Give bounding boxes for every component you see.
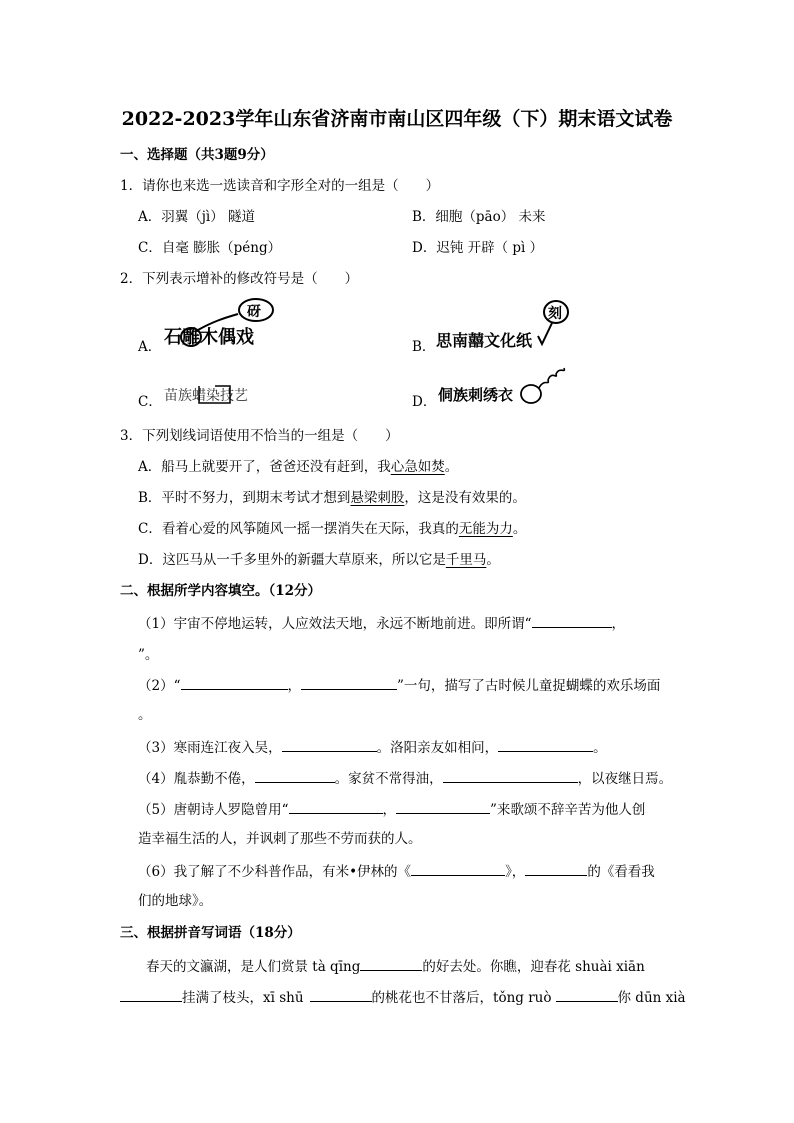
fill-1-end: ”。 (138, 647, 159, 663)
fill-2-blank-b[interactable] (301, 675, 397, 690)
q3-option-c (138, 520, 526, 538)
fill-6-text-c: 的《看看我 (587, 864, 655, 880)
fill-item-6-cont: 们的地球》。 (138, 893, 213, 909)
q2-option-c-image (162, 378, 282, 408)
fill-item-3 (138, 737, 607, 757)
q1-option-c: C．自毫 膨胀（péng） (138, 240, 282, 256)
fill-5-blank-a[interactable] (289, 799, 383, 814)
fill-4-blank-b[interactable] (443, 768, 578, 783)
fill-2-open: （2）“ (138, 678, 181, 694)
q3-option-a (138, 458, 458, 476)
fill-1-text: （1）宇宙不停地运转，人应效法天地，永远不断地前进。即所谓“ (138, 616, 532, 632)
q3-option-d (138, 551, 500, 569)
pinyin-blank-tongruo[interactable] (556, 987, 618, 1002)
q2-option-a-label: A． (138, 339, 162, 355)
q2-option-d-label: D． (412, 394, 437, 410)
fill-6-blank-b[interactable] (525, 861, 587, 876)
fill-6-text-b: 》， (505, 864, 526, 880)
q3-c-end: 。 (512, 521, 527, 537)
fill-5-open: （5）唐朝诗人罗隐曾用“ (138, 802, 289, 818)
fill-item-5-cont: 造幸福生活的人，并讽刺了那些不劳而获的人。 (138, 831, 422, 847)
pinyin-blank-shuaixian[interactable] (120, 987, 182, 1002)
q3-d-underlined: 千里马 (445, 552, 487, 568)
q2-c-text: 苗族蜡染技艺 (164, 388, 248, 404)
fill-3-blank-b[interactable] (498, 737, 593, 752)
fill-item-1 (138, 613, 625, 633)
pinyin-2-text-a: 挂满了枝头，xī shū (182, 990, 304, 1006)
q3-a-end: 。 (444, 459, 459, 475)
q3-stem: 3．下列划线词语使用不恰当的一组是（ ） (120, 428, 399, 444)
exam-title: 2022-2023学年山东省济南市南山区四年级（下）期末语文试卷 (121, 108, 673, 130)
q2-a-mark: 砑 (247, 304, 261, 320)
q1-stem: 1．请你也来选一选读音和字形全对的一组是（ ） (120, 178, 440, 194)
q2-option-b-label: B． (412, 339, 436, 355)
q1-option-b: B．细胞（pāo） 未来 (412, 209, 546, 225)
fill-item-5 (138, 799, 645, 819)
q2-d-delete-circle (521, 385, 541, 403)
fill-4-text-a: （4）胤恭勤不倦， (138, 771, 255, 787)
q2-b-mark: 刻 (548, 306, 562, 322)
pinyin-2-text-b: 的桃花也不甘落后，tǒng ruò (371, 990, 552, 1006)
q2-d-text: 侗族刺绣衣 (438, 386, 514, 404)
q2-stem: 2．下列表示增补的修改符号是（ ） (120, 271, 359, 287)
q2-option-b-image (434, 300, 574, 356)
section-1-heading: 一、选择题（共3题9分） (120, 147, 274, 163)
fill-3-text-b: 。洛阳亲友如相问， (376, 740, 499, 756)
q1-option-a: A．羽翼（jì） 隧道 (138, 209, 256, 225)
fill-item-6 (138, 861, 655, 881)
pinyin-para-line-2 (120, 987, 686, 1007)
pinyin-1-text-a: 春天的文瀛湖，是人们赏景 tà qīng (146, 959, 361, 975)
section-3-heading: 三、根据拼音写词语（18分） (120, 925, 301, 941)
fill-item-4 (138, 768, 672, 788)
q1-option-d: D．迟钝 开辟（ pì ） (412, 240, 544, 256)
fill-6-blank-a[interactable] (411, 861, 505, 876)
fill-5-blank-b[interactable] (396, 799, 490, 814)
fill-5-comma: ， (382, 802, 396, 818)
q3-b-underlined: 悬梁刺股 (350, 490, 405, 506)
fill-6-text-a: （6）我了解了不少科普作品，有米•伊林的《 (138, 864, 412, 880)
q2-option-c-label: C． (138, 394, 162, 410)
fill-item-2 (138, 675, 660, 695)
fill-3-text-a: （3）寒雨连江夜入吴， (138, 740, 282, 756)
pinyin-blank-xishu[interactable] (310, 987, 372, 1002)
q3-c-text: C．看着心爱的风筝随风一摇一摆消失在天际，我真的 (138, 521, 459, 537)
q2-a-text: 石雕木偶戏 (164, 327, 254, 348)
fill-4-end: ，以夜继日焉。 (577, 771, 673, 787)
fill-2-text: ”一句，描写了古时候儿童捉蝴蝶的欢乐场面 (397, 678, 661, 694)
fill-1-blank-a[interactable] (532, 613, 612, 628)
q3-b-end: ，这是没有效果的。 (404, 490, 526, 506)
q2-b-text: 思南囍文化纸 (436, 331, 533, 350)
fill-3-end: 。 (593, 740, 607, 756)
pinyin-blank-taqing[interactable] (360, 956, 422, 971)
fill-4-blank-a[interactable] (255, 768, 335, 783)
q2-option-a-image (160, 296, 290, 354)
fill-5-text: ”来歌颂不辞辛苦为他人创 (490, 802, 646, 818)
fill-4-text-b: 。家贫不常得油， (334, 771, 443, 787)
pinyin-2-text-c: 你 dūn xià (617, 990, 686, 1006)
fill-item-2-cont: 。 (138, 707, 152, 723)
section-2-heading: 二、根据所学内容填空。（12分） (120, 583, 322, 599)
q3-d-end: 。 (486, 552, 500, 568)
fill-3-blank-a[interactable] (282, 737, 377, 752)
q3-d-text: D．这匹马从一千多里外的新疆大草原来，所以它是 (138, 552, 446, 568)
fill-item-1-cont (138, 644, 158, 664)
q3-option-b (138, 489, 526, 507)
q2-option-d-image (436, 366, 568, 410)
pinyin-para-line-1 (146, 956, 645, 976)
q3-a-underlined: 心急如焚 (390, 459, 445, 475)
pinyin-1-text-b: 的好去处。你瞧，迎春花 shuài xiān (422, 959, 645, 975)
fill-2-comma: ， (287, 678, 301, 694)
q3-a-text: A．船马上就要开了，爸爸还没有赶到，我 (138, 459, 391, 475)
q3-b-text: B．平时不努力，到期末考试才想到 (138, 490, 351, 506)
fill-2-blank-a[interactable] (181, 675, 288, 690)
fill-1-comma: ， (611, 616, 625, 632)
q2-b-caret (538, 323, 552, 344)
q3-c-underlined: 无能为力 (458, 521, 513, 537)
q2-d-delete-tail (539, 368, 564, 388)
